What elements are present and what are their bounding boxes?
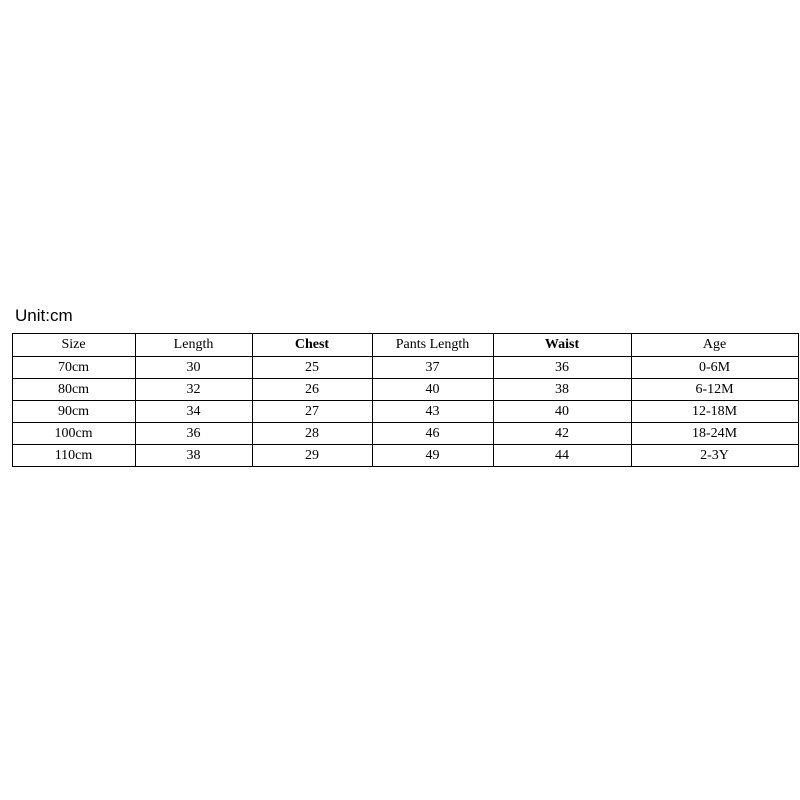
table-gutter-cell (0, 357, 12, 379)
cell-chest: 26 (252, 379, 372, 401)
table-row (0, 401, 798, 423)
cell-size: 80cm (12, 379, 135, 401)
header-waist: Waist (493, 334, 631, 357)
cell-age: 18-24M (631, 423, 798, 445)
cell-pants-length: 46 (372, 423, 493, 445)
table-row (0, 379, 798, 401)
cell-size: 100cm (12, 423, 135, 445)
header-age: Age (631, 334, 798, 357)
header-length: Length (135, 334, 252, 357)
cell-chest: 25 (252, 357, 372, 379)
cell-pants-length: 40 (372, 379, 493, 401)
cell-size: 70cm (12, 357, 135, 379)
cell-age: 2-3Y (631, 445, 798, 467)
header-chest: Chest (252, 334, 372, 357)
table-gutter-cell (0, 379, 12, 401)
cell-pants-length: 49 (372, 445, 493, 467)
table-gutter-cell (0, 334, 12, 357)
cell-waist: 44 (493, 445, 631, 467)
cell-chest: 27 (252, 401, 372, 423)
size-chart-table (0, 333, 799, 467)
table-row (0, 423, 798, 445)
cell-waist: 42 (493, 423, 631, 445)
cell-size: 110cm (12, 445, 135, 467)
table-gutter-cell (0, 445, 12, 467)
header-size: Size (12, 334, 135, 357)
cell-length: 34 (135, 401, 252, 423)
cell-pants-length: 37 (372, 357, 493, 379)
cell-chest: 29 (252, 445, 372, 467)
cell-waist: 40 (493, 401, 631, 423)
cell-length: 36 (135, 423, 252, 445)
cell-chest: 28 (252, 423, 372, 445)
unit-label: Unit:cm (15, 306, 73, 325)
cell-size: 90cm (12, 401, 135, 423)
cell-length: 30 (135, 357, 252, 379)
table-row (0, 445, 798, 467)
cell-waist: 36 (493, 357, 631, 379)
cell-age: 6-12M (631, 379, 798, 401)
header-pants-length: Pants Length (372, 334, 493, 357)
cell-age: 12-18M (631, 401, 798, 423)
table-header-row (0, 334, 798, 357)
table-row (0, 357, 798, 379)
table-gutter-cell (0, 401, 12, 423)
table-gutter-cell (0, 423, 12, 445)
cell-length: 38 (135, 445, 252, 467)
cell-age: 0-6M (631, 357, 798, 379)
cell-waist: 38 (493, 379, 631, 401)
cell-pants-length: 43 (372, 401, 493, 423)
cell-length: 32 (135, 379, 252, 401)
